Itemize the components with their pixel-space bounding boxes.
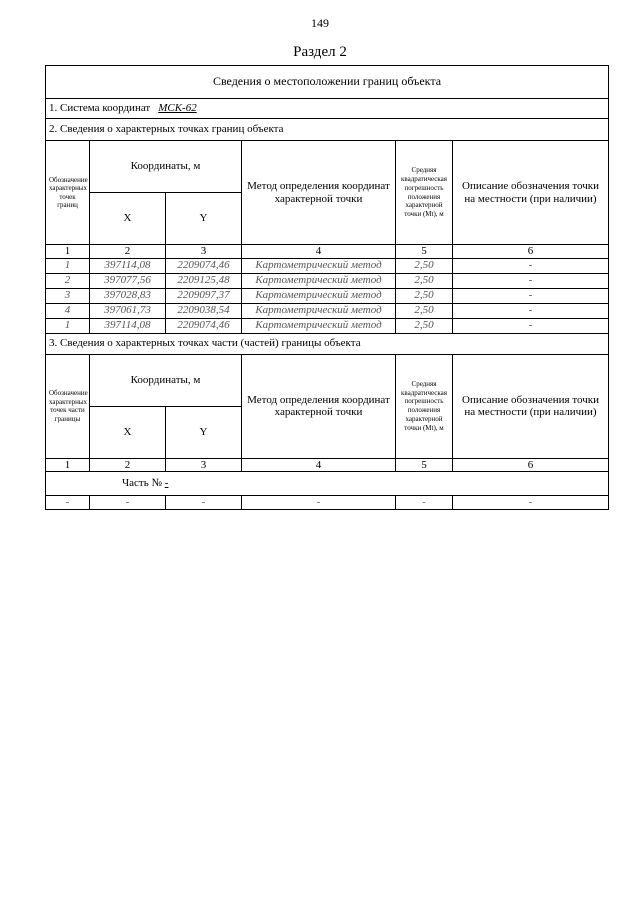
header-rmse-part: Средняя квадратическая погрешность положения характерной точки (Mt), м — [396, 354, 453, 458]
point-method: Картометрический метод — [242, 258, 396, 273]
point-method: Картометрический метод — [242, 318, 396, 333]
part-cell: - — [166, 496, 242, 510]
part-cell: - — [453, 496, 609, 510]
point-id: 2 — [46, 273, 90, 288]
section2-heading: 2. Сведения о характерных точках границ объекта — [46, 119, 609, 141]
col-number: 6 — [453, 458, 609, 472]
point-y: 2209074,46 — [166, 318, 242, 333]
point-y: 2209125,48 — [166, 273, 242, 288]
header-method-part: Метод определения координат характерной точки — [242, 354, 396, 458]
table-title: Сведения о местоположении границ объекта — [46, 66, 609, 99]
header-coords: Координаты, м — [90, 141, 242, 193]
table-row — [46, 288, 609, 303]
point-method: Картометрический метод — [242, 303, 396, 318]
col-number: 4 — [242, 245, 396, 259]
col-number: 2 — [90, 245, 166, 259]
part-label: Часть № — [122, 477, 162, 490]
part-cell: - — [46, 496, 90, 510]
part-row — [46, 472, 609, 496]
header-point-id: Обозначение характерных точек границ — [46, 141, 90, 245]
header-description-part: Описание обозначения точки на местности (при наличии) — [453, 354, 609, 458]
point-mt: 2,50 — [396, 258, 453, 273]
section3-heading: 3. Сведения о характерных точках части (частей) границы объекта — [46, 333, 609, 354]
point-mt: 2,50 — [396, 318, 453, 333]
table-row — [46, 273, 609, 288]
point-y: 2209097,37 — [166, 288, 242, 303]
part-cell: - — [90, 496, 166, 510]
point-id: 3 — [46, 288, 90, 303]
point-y: 2209074,46 — [166, 258, 242, 273]
header-x: X — [90, 193, 166, 245]
header-y-part: Y — [166, 406, 242, 458]
header-x-part: X — [90, 406, 166, 458]
col-number: 5 — [396, 245, 453, 259]
coord-system-row — [46, 99, 609, 119]
part-data-row — [46, 496, 609, 510]
col-number: 1 — [46, 458, 90, 472]
table-row — [46, 258, 609, 273]
column-numbers-row-part — [46, 458, 609, 472]
table-row — [46, 318, 609, 333]
point-mt: 2,50 — [396, 303, 453, 318]
point-mt: 2,50 — [396, 273, 453, 288]
header-method: Метод определения координат характерной точки — [242, 141, 396, 245]
table-row — [46, 303, 609, 318]
coord-system-value: МСК-62 — [158, 102, 197, 115]
point-id: 1 — [46, 318, 90, 333]
point-method: Картометрический метод — [242, 273, 396, 288]
point-mt: 2,50 — [396, 288, 453, 303]
point-y: 2209038,54 — [166, 303, 242, 318]
point-x: 397114,08 — [90, 258, 166, 273]
point-x: 397061,73 — [90, 303, 166, 318]
point-x: 397114,08 — [90, 318, 166, 333]
point-method: Картометрический метод — [242, 288, 396, 303]
point-x: 397028,83 — [90, 288, 166, 303]
col-number: 2 — [90, 458, 166, 472]
part-value: - — [164, 477, 169, 490]
part-cell: - — [242, 496, 396, 510]
point-desc: - — [453, 318, 609, 333]
col-number: 3 — [166, 245, 242, 259]
header-description: Описание обозначения точки на местности (при наличии) — [453, 141, 609, 245]
page-number: 149 — [311, 16, 329, 30]
col-number: 5 — [396, 458, 453, 472]
col-number: 3 — [166, 458, 242, 472]
header-y: Y — [166, 193, 242, 245]
part-cell: - — [396, 496, 453, 510]
header-rmse: Средняя квадратическая погрешность положения характерной точки (Mt), м — [396, 141, 453, 245]
point-desc: - — [453, 273, 609, 288]
point-x: 397077,56 — [90, 273, 166, 288]
coord-system-label: 1. Система координат — [49, 102, 151, 115]
point-desc: - — [453, 288, 609, 303]
header-coords-part: Координаты, м — [90, 354, 242, 406]
point-id: 1 — [46, 258, 90, 273]
point-desc: - — [453, 303, 609, 318]
point-id: 4 — [46, 303, 90, 318]
boundary-table — [45, 65, 609, 510]
col-number: 1 — [46, 245, 90, 259]
section-title: Раздел 2 — [293, 44, 347, 60]
column-numbers-row — [46, 245, 609, 259]
header-point-id-part: Обозначение характерных точек части границы — [46, 354, 90, 458]
point-desc: - — [453, 258, 609, 273]
col-number: 4 — [242, 458, 396, 472]
col-number: 6 — [453, 245, 609, 259]
